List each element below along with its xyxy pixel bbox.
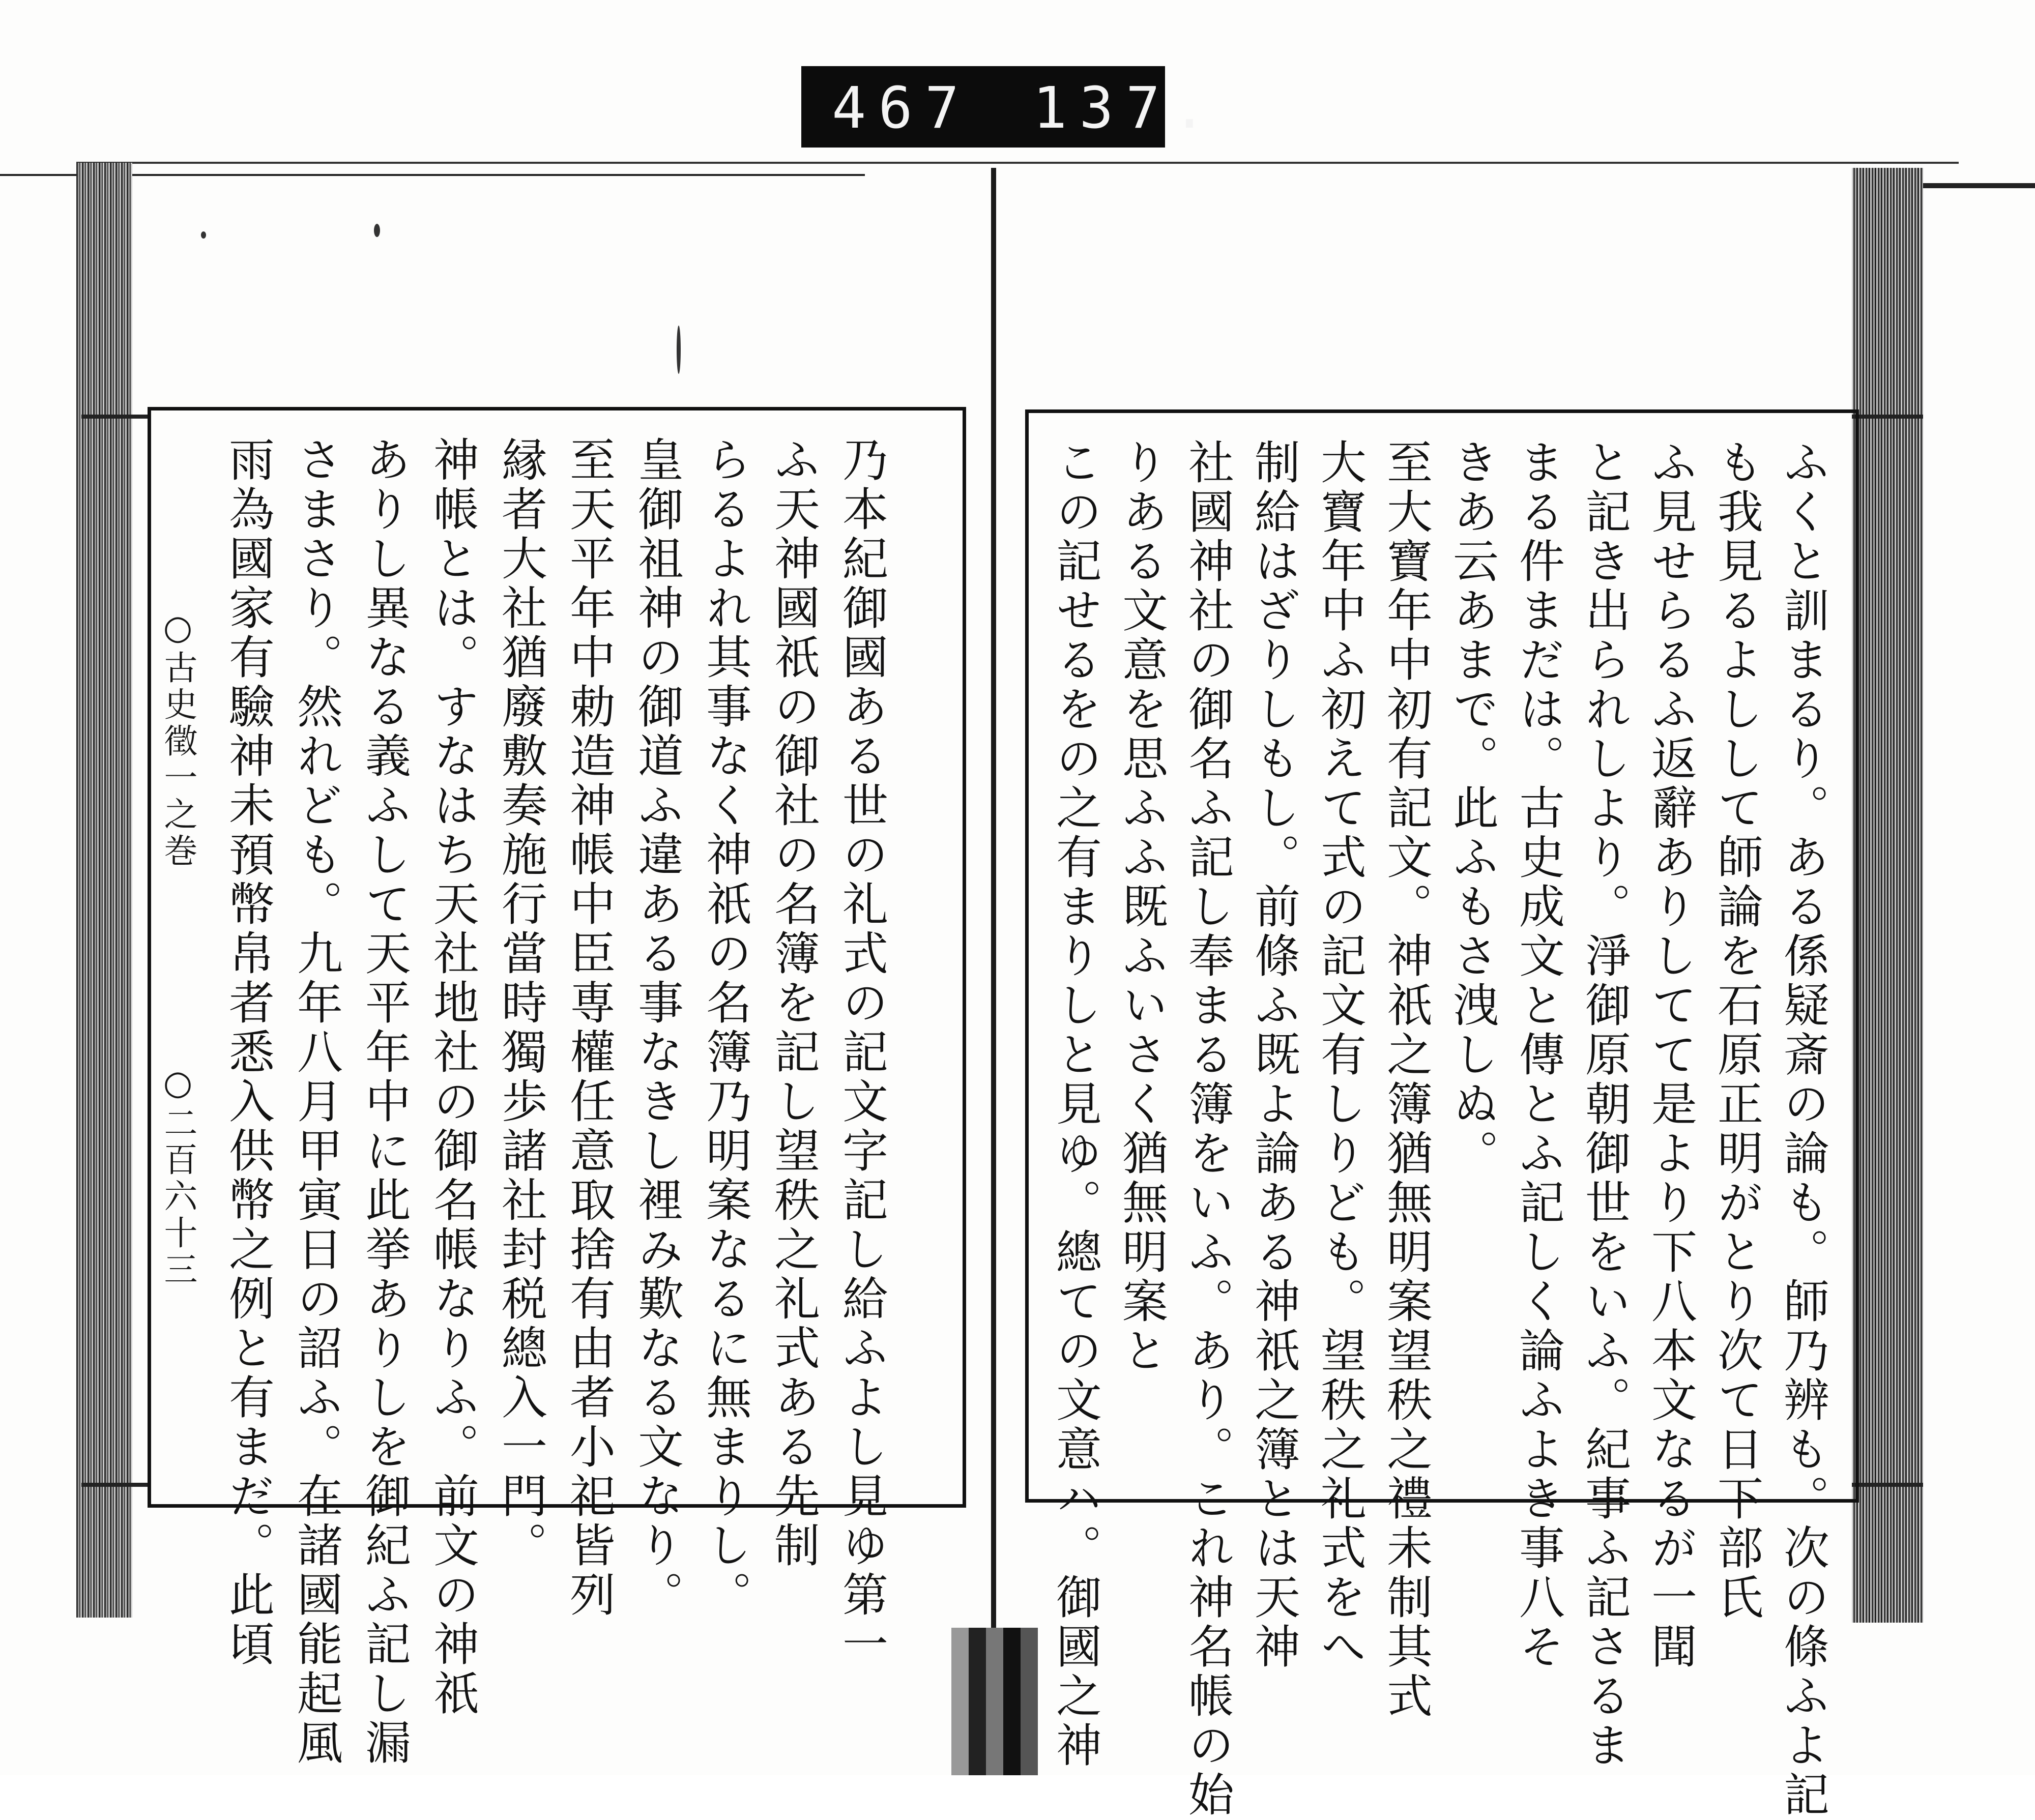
right-column-11: りある文意を思ふふ既ふいさく猶無明案と xyxy=(1114,438,1168,1376)
left-page-columns xyxy=(161,421,952,1768)
left-page-text-panel xyxy=(148,407,966,1768)
left-column-6: 縁者大社猶廢敷奏施行當時獨歩諸社封税總入一門。 xyxy=(493,436,547,1571)
right-column-2: も我見るよしして師論を石原正明がとり次て日下部氏 xyxy=(1709,438,1763,1623)
left-column-5: 至天平年中勅造神帳中臣専權任意取捨有由者小祀皆列 xyxy=(562,436,615,1620)
frame-counter-label xyxy=(801,66,1219,148)
binding-band-top-left xyxy=(81,415,150,419)
frame-counter-right: 137. xyxy=(1033,75,1219,141)
left-column-9: さまさり。然れども。九年八月甲寅日の詔ふ。在諸國能起風 xyxy=(289,436,342,1768)
book-top-edge xyxy=(76,162,1959,171)
right-column-5: まる件まだは。古史成文と傳とふ記しく論ふよき事八そ xyxy=(1511,438,1564,1672)
right-column-7: 至大寶年中初有記文。神祇之簿猶無明案望秩之禮未制其式 xyxy=(1379,438,1432,1721)
left-column-8: ありし異なる義ふして天平年中に此挙ありしを御紀ふ記し漏 xyxy=(357,436,411,1768)
right-column-6: きあ云あまで。此ふもさ洩しぬ。 xyxy=(1445,438,1498,1179)
book-gutter xyxy=(991,168,996,1775)
left-column-10: 雨為國家有驗神未預幣帛者悉入供幣之例と有まだ。此頃 xyxy=(221,436,274,1669)
running-title: ○古史徵一之巻 xyxy=(158,608,197,870)
binding-band-bottom-right xyxy=(1852,1483,1923,1487)
left-column-7: 神帳とは。すなはち天社地社の御名帳なりふ。前文の神祇 xyxy=(425,436,479,1719)
scan-speck xyxy=(201,231,206,239)
scan-speck xyxy=(374,224,380,237)
book-page-edge-left xyxy=(76,163,132,1618)
left-column-3: らるよれ其事なく神祇の名簿乃明案なるに無まりし。 xyxy=(698,436,751,1620)
right-column-9: 制給はざりしもし。前條ふ既よ論ある神祇之簿とは天神 xyxy=(1246,438,1300,1672)
left-column-4: 皇御祖神の御道ふ違ある事なきし裡み歎なる文なり。 xyxy=(630,436,683,1620)
right-column-3: ふ見せらるふ返辭ありしてて是より下八本文なるが一聞 xyxy=(1643,438,1697,1672)
binding-band-bottom-left xyxy=(81,1483,150,1487)
book-page-edge-right xyxy=(1852,168,1923,1623)
right-column-4: と記き出られしより。淨御原朝御世をいふ。紀事ふ記さるま xyxy=(1577,438,1631,1771)
book-gutter-shadow xyxy=(951,1628,1038,1775)
right-page-text-panel xyxy=(1025,409,1859,1820)
left-column-1: 乃本紀御國ある世の礼式の記文字記し給ふよし見ゆ第一 xyxy=(834,436,888,1669)
binding-band-top-right xyxy=(1852,415,1923,419)
right-column-8: 大寶年中ふ初えて式の記文有しりども。望秩之礼式をへ xyxy=(1313,438,1366,1672)
left-column-2: ふ天神國祇の御社の名簿を記し望秩之礼式ある先制 xyxy=(766,436,820,1571)
frame-counter-left: 467 xyxy=(832,75,972,141)
page-number: ○二百六十三 xyxy=(158,1063,197,1288)
right-page-columns xyxy=(1039,423,1845,1820)
right-column-10: 社國神社の御名ふ記し奉まる簿をいふ。あり。これ神名帳の始 xyxy=(1180,438,1234,1820)
scan-speck xyxy=(677,326,681,374)
right-column-1: ふくと訓まるり。ある係疑斎の論も。師乃辨も。次の條ふよ記 xyxy=(1776,438,1829,1820)
right-column-12: この記せるをの之有まりしと見ゆ。總ての文意ハ。御國之神 xyxy=(1048,438,1101,1771)
